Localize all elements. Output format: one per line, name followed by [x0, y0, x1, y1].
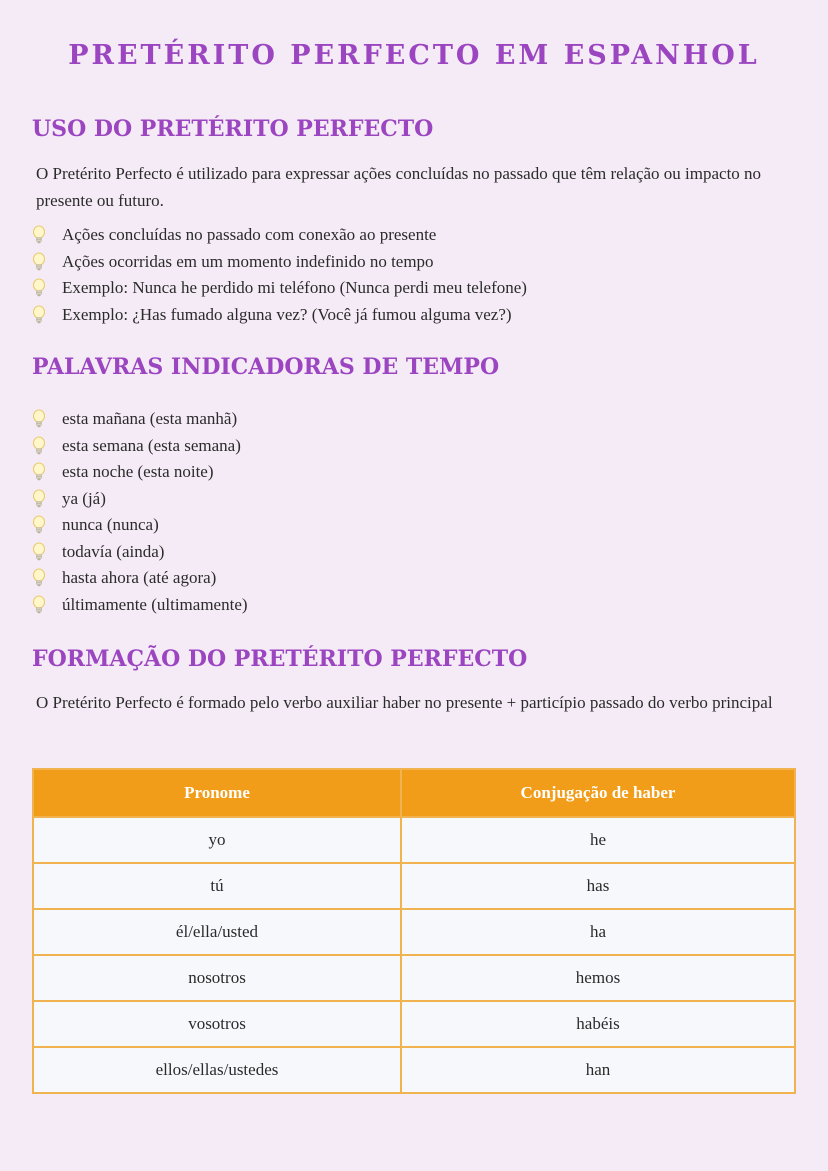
lightbulb-icon: [32, 568, 46, 588]
list-item: todavía (ainda): [32, 539, 248, 566]
list-item: Ações ocorridas em um momento indefinido no tempo: [32, 249, 527, 276]
list-item: últimamente (ultimamente): [32, 592, 248, 619]
list-item: Exemplo: ¿Has fumado alguna vez? (Você já fumou alguma vez?): [32, 302, 527, 329]
lightbulb-icon: [32, 462, 46, 482]
table-row: [33, 1047, 795, 1093]
table-header-row: [33, 769, 795, 817]
table-cell: tú: [33, 863, 401, 909]
conjugation-table: [32, 768, 796, 1094]
bullet-list-uso: [32, 222, 527, 328]
table-cell: ha: [401, 909, 795, 955]
lightbulb-icon: [32, 436, 46, 456]
lightbulb-icon: [32, 595, 46, 615]
table-cell: habéis: [401, 1001, 795, 1047]
lightbulb-icon: [32, 542, 46, 562]
list-item: esta mañana (esta manhã): [32, 406, 248, 433]
section-heading-uso: USO DO PRETÉRITO PERFECTO: [32, 116, 434, 142]
lightbulb-icon: [32, 515, 46, 535]
bullet-list-palavras: [32, 406, 248, 618]
section-heading-formacao: FORMAÇÃO DO PRETÉRITO PERFECTO: [32, 646, 528, 672]
list-item: nunca (nunca): [32, 512, 248, 539]
table-row: [33, 817, 795, 863]
table-cell: hemos: [401, 955, 795, 1001]
table-cell: vosotros: [33, 1001, 401, 1047]
table-cell: yo: [33, 817, 401, 863]
section-paragraph-uso: O Pretérito Perfecto é utilizado para expressar ações concluídas no passado que têm relação ou impacto no presente ou futuro.: [36, 164, 762, 210]
list-item: esta semana (esta semana): [32, 433, 248, 460]
table-cell: ellos/ellas/ustedes: [33, 1047, 401, 1093]
document-title: PRETÉRITO PERFECTO EM ESPANHOL: [68, 40, 760, 71]
table-header-conjugacao: Conjugação de haber: [401, 769, 795, 817]
table-row: [33, 955, 795, 1001]
table-row: [33, 1001, 795, 1047]
section-paragraph-formacao: O Pretérito Perfecto é formado pelo verbo auxiliar haber no presente + particípio passado do verbo principal: [36, 693, 773, 712]
lightbulb-icon: [32, 489, 46, 509]
lightbulb-icon: [32, 278, 46, 298]
table-cell: él/ella/usted: [33, 909, 401, 955]
list-item: ya (já): [32, 486, 248, 513]
table-cell: han: [401, 1047, 795, 1093]
lightbulb-icon: [32, 252, 46, 272]
list-item: esta noche (esta noite): [32, 459, 248, 486]
list-item: Ações concluídas no passado com conexão ao presente: [32, 222, 527, 249]
table-row: [33, 863, 795, 909]
table-header-pronome: Pronome: [33, 769, 401, 817]
lightbulb-icon: [32, 305, 46, 325]
table-cell: has: [401, 863, 795, 909]
table-cell: nosotros: [33, 955, 401, 1001]
table-cell: he: [401, 817, 795, 863]
lightbulb-icon: [32, 225, 46, 245]
section-heading-palavras: PALAVRAS INDICADORAS DE TEMPO: [32, 354, 500, 380]
list-item: hasta ahora (até agora): [32, 565, 248, 592]
table-row: [33, 909, 795, 955]
lightbulb-icon: [32, 409, 46, 429]
list-item: Exemplo: Nunca he perdido mi teléfono (Nunca perdi meu telefone): [32, 275, 527, 302]
